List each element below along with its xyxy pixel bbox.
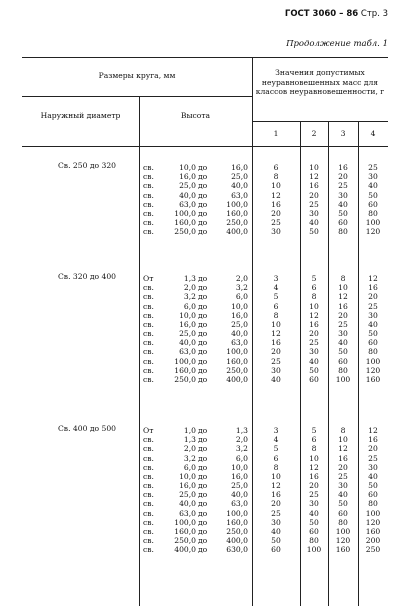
height-to: 160,0 xyxy=(226,208,248,218)
class-4-value: 120 xyxy=(365,517,381,527)
range-separator: до xyxy=(198,536,208,546)
class-2-value: 20 xyxy=(309,481,319,491)
class-2-value: 50 xyxy=(309,365,319,375)
range-prefix: св. xyxy=(143,526,154,536)
class-1-value: 12 xyxy=(271,329,281,339)
height-from: 6,0 xyxy=(183,301,196,311)
divider-diameter-height xyxy=(139,96,140,606)
class-2-value: 12 xyxy=(309,462,319,472)
height-to: 25,0 xyxy=(231,172,248,182)
height-to: 10,0 xyxy=(231,462,248,472)
height-to: 400,0 xyxy=(226,536,248,546)
range-separator: до xyxy=(198,453,208,463)
height-to: 6,0 xyxy=(235,292,248,302)
range-prefix: св. xyxy=(143,283,154,293)
class-4-value: 120 xyxy=(365,365,381,375)
range-separator: до xyxy=(198,426,208,435)
range-separator: до xyxy=(198,365,208,375)
class-2-value: 30 xyxy=(309,208,319,218)
class-2-value: 20 xyxy=(309,329,319,339)
range-prefix: св. xyxy=(143,208,154,218)
range-prefix: св. xyxy=(143,181,154,191)
class-2-value: 10 xyxy=(309,301,319,311)
height-from: 160,0 xyxy=(174,218,196,228)
height-from: 25,0 xyxy=(179,181,196,191)
height-from: 16,0 xyxy=(179,481,196,491)
height-to: 63,0 xyxy=(231,338,248,348)
height-from: 63,0 xyxy=(179,347,196,357)
height-from: 400,0 xyxy=(174,545,196,555)
class-1-value: 30 xyxy=(271,227,281,237)
header-rule-sizes xyxy=(22,96,252,97)
class-1-value: 20 xyxy=(271,347,281,357)
class-1-value: 3 xyxy=(273,426,279,435)
range-prefix: св. xyxy=(143,471,154,481)
range-separator: до xyxy=(198,347,208,357)
class-4-value: 80 xyxy=(368,208,378,218)
height-from: 40,0 xyxy=(179,499,196,509)
class-3-value: 20 xyxy=(338,172,348,182)
class-4-value: 40 xyxy=(368,471,378,481)
class-3-value: 50 xyxy=(338,499,348,509)
class-1-value: 5 xyxy=(273,292,279,302)
range-prefix: св. xyxy=(143,374,154,384)
height-to: 630,0 xyxy=(226,545,248,555)
range-separator: до xyxy=(198,374,208,384)
class-4-value: 60 xyxy=(368,490,378,500)
class-number: 4 xyxy=(370,129,376,138)
range-prefix: св. xyxy=(143,292,154,302)
class-2-value: 25 xyxy=(309,199,319,209)
class-3-value: 12 xyxy=(338,292,348,302)
class-4-value: 16 xyxy=(368,435,378,445)
class-3-value: 16 xyxy=(338,163,348,172)
class-1-value: 20 xyxy=(271,208,281,218)
height-to: 25,0 xyxy=(231,481,248,491)
class-1-value: 8 xyxy=(273,462,279,472)
class-2-value: 10 xyxy=(309,453,319,463)
class-3-value: 8 xyxy=(340,426,346,435)
range-prefix: св. xyxy=(143,329,154,339)
range-prefix: св. xyxy=(143,462,154,472)
height-to: 2,0 xyxy=(235,274,248,283)
height-to: 100,0 xyxy=(226,347,248,357)
range-separator: до xyxy=(198,163,208,172)
header-sizes: Размеры круга, мм xyxy=(98,71,176,80)
class-4-value: 30 xyxy=(368,310,378,320)
height-from: 250,0 xyxy=(174,536,196,546)
class-3-value: 16 xyxy=(338,453,348,463)
range-separator: до xyxy=(198,301,208,311)
height-to: 63,0 xyxy=(231,190,248,200)
height-to: 40,0 xyxy=(231,181,248,191)
class-3-value: 80 xyxy=(338,365,348,375)
class-3-value: 30 xyxy=(338,329,348,339)
range-prefix: св. xyxy=(143,347,154,357)
class-1-value: 12 xyxy=(271,190,281,200)
class-1-value: 25 xyxy=(271,218,281,228)
class-2-value: 16 xyxy=(309,181,319,191)
class-3-value: 60 xyxy=(338,218,348,228)
class-1-value: 3 xyxy=(273,274,279,283)
header-rule-values xyxy=(252,121,388,122)
height-from: 2,0 xyxy=(183,283,196,293)
class-3-value: 100 xyxy=(335,374,351,384)
range-prefix: св. xyxy=(143,490,154,500)
height-from: 100,0 xyxy=(174,356,196,366)
height-from: 2,0 xyxy=(183,444,196,454)
height-from: 3,2 xyxy=(183,292,196,302)
diameter-label: Св. 320 до 400 xyxy=(58,272,116,281)
range-prefix: св. xyxy=(143,508,154,518)
range-prefix: св. xyxy=(143,517,154,527)
class-2-value: 8 xyxy=(311,444,317,454)
class-4-value: 20 xyxy=(368,292,378,302)
height-from: 100,0 xyxy=(174,517,196,527)
height-from: 25,0 xyxy=(179,490,196,500)
height-to: 16,0 xyxy=(231,163,248,172)
range-separator: до xyxy=(198,292,208,302)
class-3-value: 60 xyxy=(338,356,348,366)
class-4-value: 50 xyxy=(368,329,378,339)
range-prefix: св. xyxy=(143,319,154,329)
header-height: Высота xyxy=(180,111,211,120)
class-1-value: 6 xyxy=(273,453,279,463)
class-4-value: 80 xyxy=(368,347,378,357)
class-4-value: 250 xyxy=(365,545,381,555)
class-2-value: 25 xyxy=(309,338,319,348)
values-table xyxy=(22,57,388,606)
range-prefix: От xyxy=(143,274,154,283)
height-from: 6,0 xyxy=(183,462,196,472)
range-separator: до xyxy=(198,190,208,200)
class-1-value: 8 xyxy=(273,310,279,320)
range-prefix: св. xyxy=(143,356,154,366)
height-to: 6,0 xyxy=(235,453,248,463)
class-3-value: 10 xyxy=(338,283,348,293)
range-prefix: св. xyxy=(143,172,154,182)
class-4-value: 40 xyxy=(368,319,378,329)
range-prefix: св. xyxy=(143,301,154,311)
range-separator: до xyxy=(198,319,208,329)
range-separator: до xyxy=(198,508,208,518)
range-separator: до xyxy=(198,545,208,555)
class-4-value: 30 xyxy=(368,462,378,472)
class-1-value: 8 xyxy=(273,172,279,182)
class-2-value: 80 xyxy=(309,536,319,546)
class-4-value: 30 xyxy=(368,172,378,182)
class-2-value: 40 xyxy=(309,218,319,228)
class-2-value: 12 xyxy=(309,172,319,182)
class-2-value: 25 xyxy=(309,490,319,500)
height-to: 16,0 xyxy=(231,310,248,320)
class-3-value: 80 xyxy=(338,227,348,237)
height-from: 16,0 xyxy=(179,319,196,329)
class-1-value: 6 xyxy=(273,301,279,311)
range-separator: до xyxy=(198,181,208,191)
height-to: 63,0 xyxy=(231,499,248,509)
height-from: 250,0 xyxy=(174,227,196,237)
class-2-value: 5 xyxy=(311,274,317,283)
class-3-value: 20 xyxy=(338,310,348,320)
class-3-value: 30 xyxy=(338,190,348,200)
range-prefix: св. xyxy=(143,190,154,200)
range-separator: до xyxy=(198,338,208,348)
height-from: 16,0 xyxy=(179,172,196,182)
class-3-value: 25 xyxy=(338,471,348,481)
class-number: 2 xyxy=(311,129,317,138)
height-to: 100,0 xyxy=(226,508,248,518)
range-prefix: св. xyxy=(143,499,154,509)
height-to: 3,2 xyxy=(235,283,248,293)
class-2-value: 16 xyxy=(309,471,319,481)
class-2-value: 60 xyxy=(309,374,319,384)
class-3-value: 25 xyxy=(338,181,348,191)
class-1-value: 40 xyxy=(271,374,281,384)
class-3-value: 80 xyxy=(338,517,348,527)
class-4-value: 25 xyxy=(368,453,378,463)
height-to: 1,3 xyxy=(235,426,248,435)
class-1-value: 30 xyxy=(271,517,281,527)
height-from: 10,0 xyxy=(179,163,196,172)
height-to: 100,0 xyxy=(226,199,248,209)
range-separator: до xyxy=(198,199,208,209)
class-1-value: 25 xyxy=(271,356,281,366)
class-4-value: 200 xyxy=(365,536,381,546)
range-separator: до xyxy=(198,274,208,283)
class-2-value: 20 xyxy=(309,190,319,200)
class-3-value: 25 xyxy=(338,319,348,329)
header-values: Значения допустимых неуравновешенных масс для классов неуравновешенности, г xyxy=(255,68,385,97)
height-to: 3,2 xyxy=(235,444,248,454)
range-separator: до xyxy=(198,283,208,293)
height-from: 10,0 xyxy=(179,310,196,320)
class-2-value: 16 xyxy=(309,319,319,329)
class-1-value: 4 xyxy=(273,435,279,445)
range-prefix: св. xyxy=(143,338,154,348)
class-1-value: 30 xyxy=(271,365,281,375)
class-4-value: 16 xyxy=(368,283,378,293)
range-separator: до xyxy=(198,471,208,481)
range-separator: до xyxy=(198,329,208,339)
range-prefix: св. xyxy=(143,199,154,209)
height-to: 160,0 xyxy=(226,517,248,527)
class-3-value: 50 xyxy=(338,208,348,218)
height-to: 400,0 xyxy=(226,374,248,384)
class-2-value: 50 xyxy=(309,517,319,527)
class-3-value: 160 xyxy=(335,545,351,555)
range-separator: до xyxy=(198,444,208,454)
diameter-label: Св. 400 до 500 xyxy=(58,424,116,433)
height-to: 400,0 xyxy=(226,227,248,237)
class-4-value: 100 xyxy=(365,508,381,518)
range-prefix: св. xyxy=(143,365,154,375)
height-from: 3,2 xyxy=(183,453,196,463)
class-1-value: 16 xyxy=(271,490,281,500)
class-4-value: 25 xyxy=(368,301,378,311)
table-continuation-caption: Продолжение табл. 1 xyxy=(286,39,388,49)
range-separator: до xyxy=(198,208,208,218)
range-separator: до xyxy=(198,517,208,527)
class-3-value: 50 xyxy=(338,347,348,357)
range-prefix: св. xyxy=(143,536,154,546)
class-4-value: 100 xyxy=(365,356,381,366)
class-2-value: 30 xyxy=(309,499,319,509)
class-3-value: 100 xyxy=(335,526,351,536)
range-prefix: св. xyxy=(143,545,154,555)
range-prefix: св. xyxy=(143,481,154,491)
header-rule-bottom xyxy=(22,146,388,147)
range-prefix: св. xyxy=(143,227,154,237)
class-3-value: 120 xyxy=(335,536,351,546)
class-4-value: 50 xyxy=(368,190,378,200)
class-number: 3 xyxy=(340,129,346,138)
class-4-value: 40 xyxy=(368,181,378,191)
header-diameter: Наружный диаметр xyxy=(40,111,121,120)
class-2-value: 40 xyxy=(309,356,319,366)
class-1-value: 16 xyxy=(271,338,281,348)
class-4-value: 12 xyxy=(368,426,378,435)
height-from: 1,3 xyxy=(183,274,196,283)
class-3-value: 40 xyxy=(338,199,348,209)
class-2-value: 100 xyxy=(306,545,322,555)
height-from: 160,0 xyxy=(174,526,196,536)
height-from: 40,0 xyxy=(179,338,196,348)
class-1-value: 10 xyxy=(271,181,281,191)
class-3-value: 30 xyxy=(338,481,348,491)
range-prefix: св. xyxy=(143,310,154,320)
class-2-value: 30 xyxy=(309,347,319,357)
class-1-value: 10 xyxy=(271,319,281,329)
range-prefix: св. xyxy=(143,218,154,228)
class-2-value: 60 xyxy=(309,526,319,536)
class-4-value: 60 xyxy=(368,338,378,348)
class-4-value: 160 xyxy=(365,374,381,384)
range-separator: до xyxy=(198,435,208,445)
class-3-value: 60 xyxy=(338,508,348,518)
range-prefix: св. xyxy=(143,444,154,454)
class-1-value: 40 xyxy=(271,526,281,536)
height-from: 63,0 xyxy=(179,199,196,209)
range-separator: до xyxy=(198,481,208,491)
class-4-value: 20 xyxy=(368,444,378,454)
height-to: 25,0 xyxy=(231,319,248,329)
page-header xyxy=(285,9,388,19)
class-2-value: 50 xyxy=(309,227,319,237)
class-1-value: 25 xyxy=(271,508,281,518)
range-separator: до xyxy=(198,218,208,228)
range-separator: до xyxy=(198,490,208,500)
class-3-value: 10 xyxy=(338,435,348,445)
height-from: 10,0 xyxy=(179,471,196,481)
class-2-value: 5 xyxy=(311,426,317,435)
height-to: 250,0 xyxy=(226,526,248,536)
class-4-value: 60 xyxy=(368,199,378,209)
class-4-value: 120 xyxy=(365,227,381,237)
class-2-value: 6 xyxy=(311,435,317,445)
class-1-value: 60 xyxy=(271,545,281,555)
class-1-value: 5 xyxy=(273,444,279,454)
class-2-value: 10 xyxy=(309,163,319,172)
divider-sizes-values xyxy=(252,58,253,606)
range-separator: до xyxy=(198,227,208,237)
class-3-value: 40 xyxy=(338,490,348,500)
class-4-value: 12 xyxy=(368,274,378,283)
diameter-label: Св. 250 до 320 xyxy=(58,161,116,170)
class-4-value: 160 xyxy=(365,526,381,536)
range-separator: до xyxy=(198,310,208,320)
class-3-value: 16 xyxy=(338,301,348,311)
class-4-value: 100 xyxy=(365,218,381,228)
range-prefix: От xyxy=(143,426,154,435)
class-2-value: 40 xyxy=(309,508,319,518)
height-to: 16,0 xyxy=(231,471,248,481)
class-1-value: 20 xyxy=(271,499,281,509)
class-1-value: 10 xyxy=(271,471,281,481)
class-3-value: 8 xyxy=(340,274,346,283)
class-3-value: 40 xyxy=(338,338,348,348)
range-separator: до xyxy=(198,172,208,182)
class-4-value: 50 xyxy=(368,481,378,491)
height-from: 250,0 xyxy=(174,374,196,384)
range-separator: до xyxy=(198,526,208,536)
class-3-value: 20 xyxy=(338,462,348,472)
height-from: 25,0 xyxy=(179,329,196,339)
height-from: 100,0 xyxy=(174,208,196,218)
class-2-value: 12 xyxy=(309,310,319,320)
class-4-value: 80 xyxy=(368,499,378,509)
class-2-value: 6 xyxy=(311,283,317,293)
class-1-value: 4 xyxy=(273,283,279,293)
range-separator: до xyxy=(198,499,208,509)
height-to: 2,0 xyxy=(235,435,248,445)
class-3-value: 12 xyxy=(338,444,348,454)
class-1-value: 16 xyxy=(271,199,281,209)
range-prefix: св. xyxy=(143,453,154,463)
height-to: 250,0 xyxy=(226,365,248,375)
height-to: 250,0 xyxy=(226,218,248,228)
range-prefix: св. xyxy=(143,435,154,445)
height-to: 10,0 xyxy=(231,301,248,311)
page-number: Стр. 3 xyxy=(360,9,388,19)
height-to: 40,0 xyxy=(231,490,248,500)
height-from: 40,0 xyxy=(179,190,196,200)
class-4-value: 25 xyxy=(368,163,378,172)
class-1-value: 50 xyxy=(271,536,281,546)
class-1-value: 6 xyxy=(273,163,279,172)
range-prefix: св. xyxy=(143,163,154,172)
range-separator: до xyxy=(198,462,208,472)
height-from: 63,0 xyxy=(179,508,196,518)
class-number: 1 xyxy=(273,129,279,138)
class-1-value: 12 xyxy=(271,481,281,491)
height-to: 160,0 xyxy=(226,356,248,366)
range-separator: до xyxy=(198,356,208,366)
height-to: 40,0 xyxy=(231,329,248,339)
height-from: 1,3 xyxy=(183,435,196,445)
standard-number: ГОСТ 3060 – 86 xyxy=(284,9,359,19)
height-from: 160,0 xyxy=(174,365,196,375)
class-2-value: 8 xyxy=(311,292,317,302)
height-from: 1,0 xyxy=(183,426,196,435)
